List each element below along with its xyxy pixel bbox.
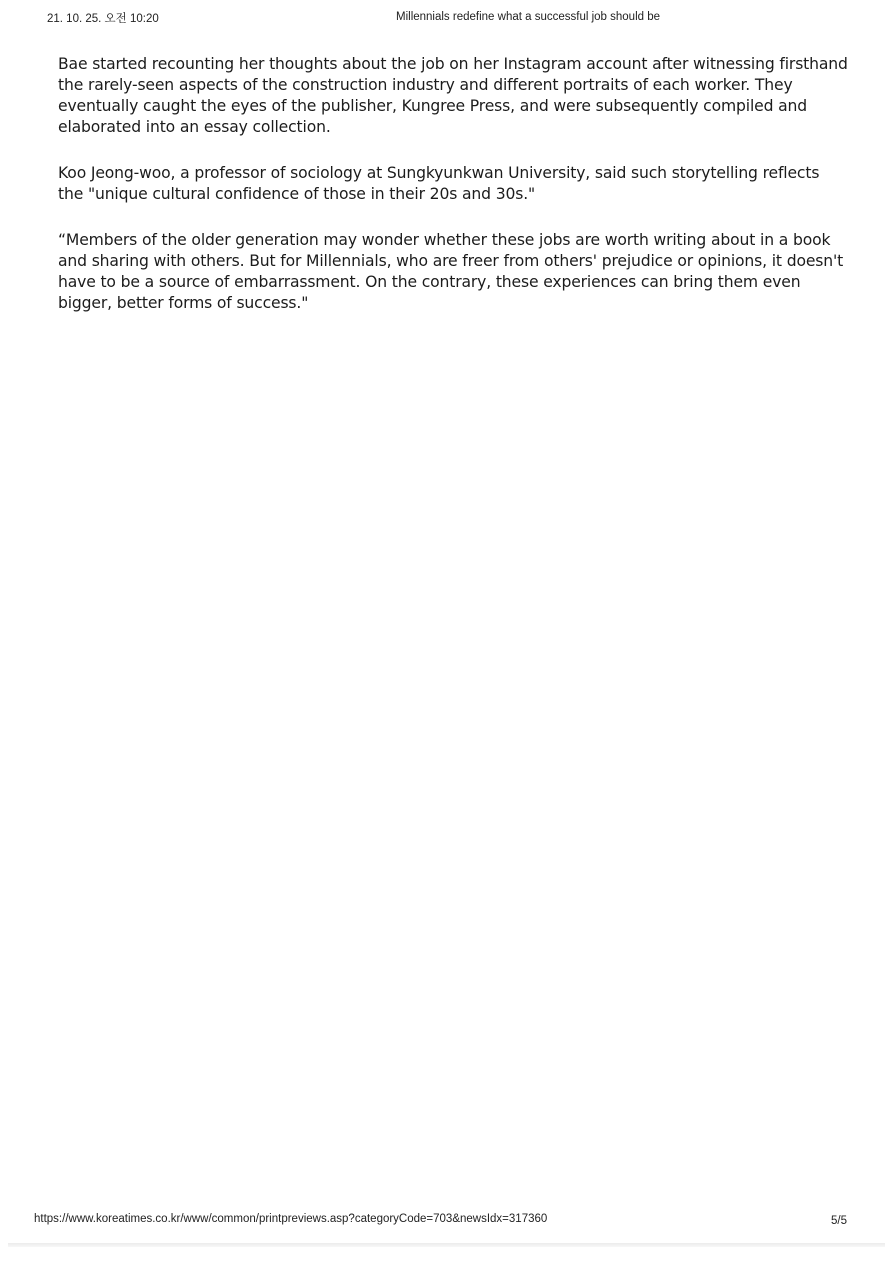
article-body [58, 54, 848, 339]
print-page-title: Millennials redefine what a successful job should be [396, 11, 661, 23]
page-edge-divider [8, 1243, 885, 1247]
print-footer [0, 1213, 893, 1229]
print-header [0, 10, 893, 26]
source-url: https://www.koreatimes.co.kr/www/common/printpreviews.asp?categoryCode=703&newsIdx=317360 [34, 1213, 548, 1225]
article-paragraph: Bae started recounting her thoughts about the job on her Instagram account after witnessing firsthand the rarely-seen aspects of the construction industry and different portraits of each worker. They eventually caught the eyes of the publisher, Kungree Press, and were subsequently compiled and elaborated into an essay collection. [58, 55, 848, 136]
page-number: 5/5 [831, 1215, 847, 1227]
print-date-time: 21. 10. 25. 오전 10:20 [47, 13, 159, 25]
article-paragraph: Koo Jeong-woo, a professor of sociology at Sungkyunkwan University, said such storytelling reflects the "unique cultural confidence of those in their 20s and 30s." [58, 164, 820, 203]
article-paragraph: “Members of the older generation may wonder whether these jobs are worth writing about in a book and sharing with others. But for Millennials, who are freer from others' prejudice or opinions, it doesn't have to be a source of embarrassment. On the contrary, these experiences can bring them even bigger, better forms of success." [58, 231, 844, 312]
